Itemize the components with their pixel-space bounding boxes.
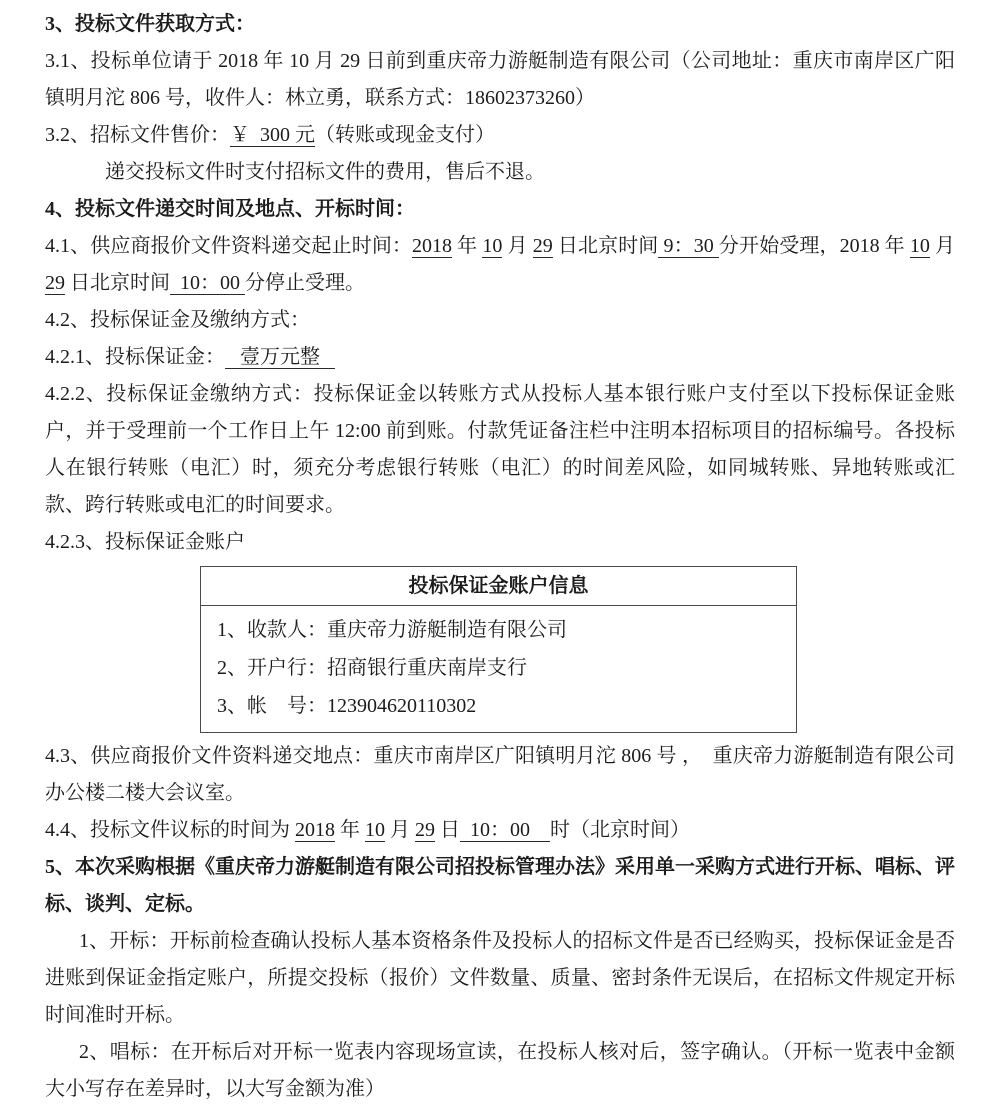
para-4-1: 4.1、供应商报价文件资料递交起止时间：2018 年 10 月 29 日北京时间 9：30 分开始受理，2018 年 10 月 29 日北京时间 10：00 分停止受理。 [45, 235, 961, 294]
section-4-heading: 4、投标文件递交时间及地点、开标时间： [45, 198, 415, 220]
para-4-2-2: 4.2.2、投标保证金缴纳方式：投标保证金以转账方式从投标人基本银行账户支付至以下投标保证金账户，并于受理前一个工作日上午 12:00 前到账。付款凭证备注栏中注明本招标项目的招标编号。各投标人在银行转账（电汇）时，须充分考虑银行转账（电汇）的时间差风险，如同城转账、异地转账或汇款、跨行转账或电汇的时间要求。 [45, 383, 955, 516]
deposit-table-title: 投标保证金账户信息 [201, 567, 796, 606]
table-row-account-number: 3、帐 号：123904620110302 [217, 695, 477, 717]
para-5-2-read-bid: 2、唱标：在开标后对开标一览表内容现场宣读，在投标人核对后，签字确认。（开标一览表中金额大小写存在差异时，以大写金额为准） [45, 1041, 955, 1100]
para-3-2-note: 递交投标文件时支付招标文件的费用，售后不退。 [105, 161, 545, 183]
section-5-heading: 5、本次采购根据《重庆帝力游艇制造有限公司招投标管理办法》采用单一采购方式进行开标、唱标、评标、谈判、定标。 [45, 856, 955, 915]
table-row-bank: 2、开户行：招商银行重庆南岸支行 [217, 657, 527, 679]
para-4-4: 4.4、投标文件议标的时间为 2018 年 10 月 29 日 10：00 时（北京时间） [45, 819, 690, 841]
table-row-payee: 1、收款人：重庆帝力游艇制造有限公司 [217, 619, 567, 641]
para-4-2-3: 4.2.3、投标保证金账户 [45, 531, 245, 553]
para-4-3: 4.3、供应商报价文件资料递交地点：重庆市南岸区广阳镇明月沱 806 号 ， 重庆帝力游艇制造有限公司办公楼二楼大会议室。 [45, 745, 955, 804]
deposit-account-table [200, 566, 797, 733]
para-4-2: 4.2、投标保证金及缴纳方式： [45, 309, 310, 331]
deposit-table-body [201, 606, 796, 732]
para-5-1-open-bid: 1、开标：开标前检查确认投标人基本资格条件及投标人的招标文件是否已经购买，投标保证金是否进账到保证金指定账户，所提交投标（报价）文件数量、质量、密封条件无误后，在招标文件规定开标时间准时开标。 [45, 930, 955, 1026]
para-3-2: 3.2、招标文件售价：￥ 300 元（转账或现金支付） [45, 124, 495, 146]
para-4-2-1: 4.2.1、投标保证金： 壹万元整 [45, 346, 335, 368]
para-3-1: 3.1、投标单位请于 2018 年 10 月 29 日前到重庆帝力游艇制造有限公司（公司地址：重庆市南岸区广阳镇明月沱 806 号，收件人：林立勇，联系方式：18602373260） [45, 50, 955, 109]
section-3-heading: 3、投标文件获取方式： [45, 13, 255, 35]
